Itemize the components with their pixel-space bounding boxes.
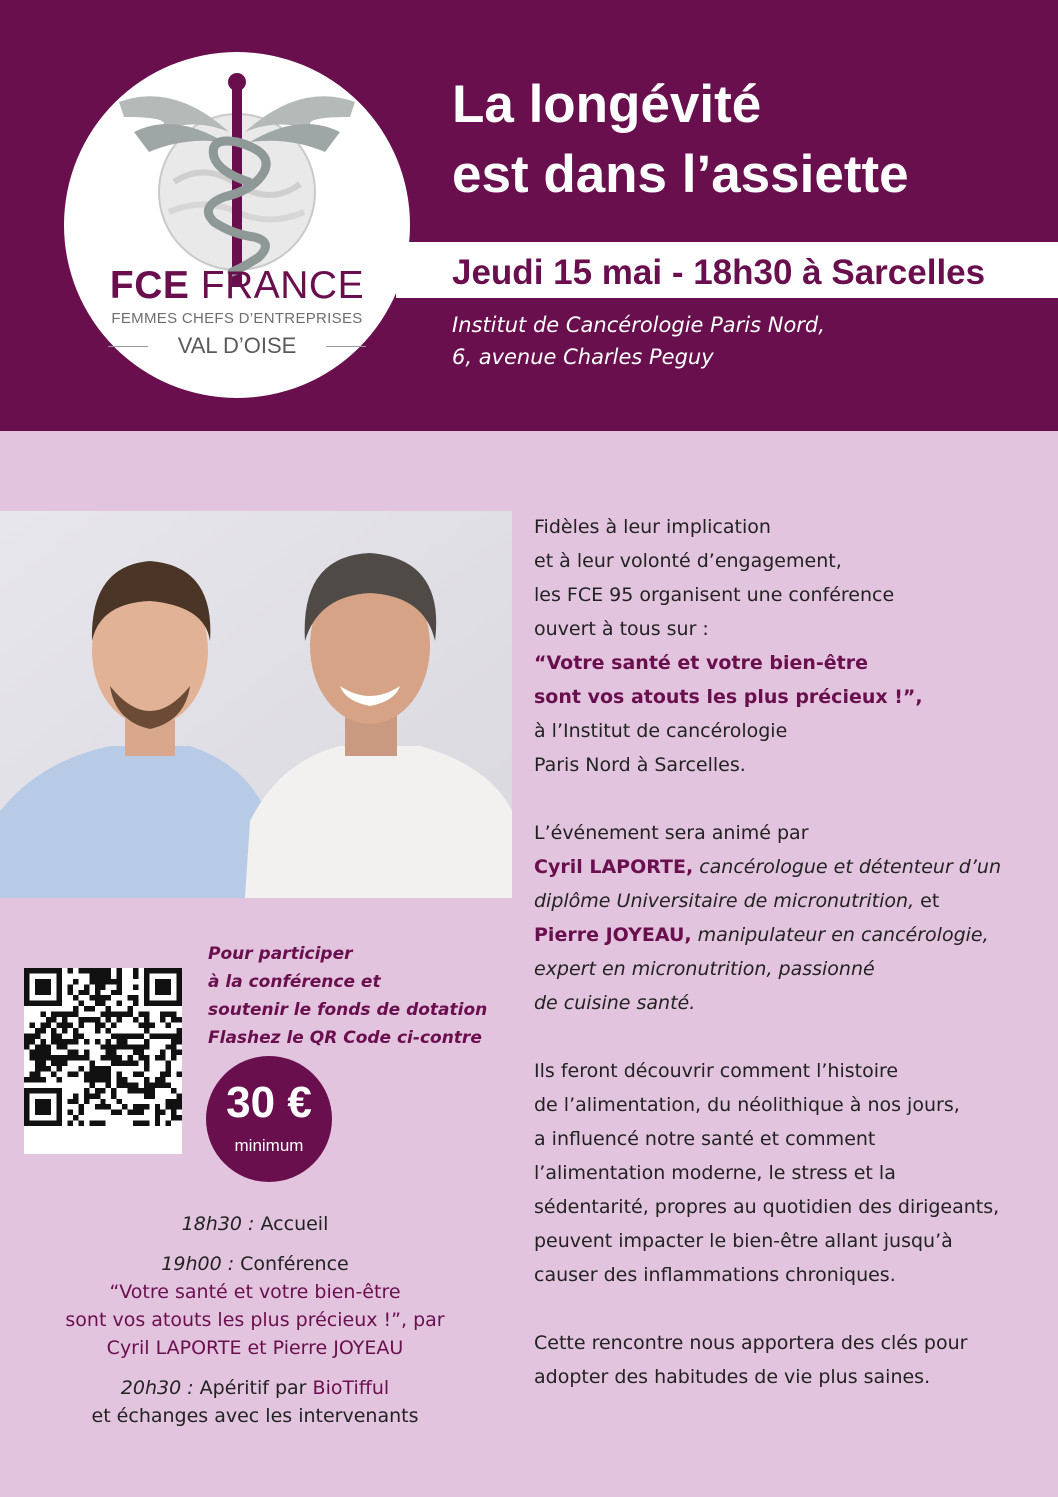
program-item-aperitif: 20h30 : Apéritif par BioTifful et échanges avec les intervenants [91,1377,419,1427]
caduceus-logo-icon [114,72,360,292]
participation-cta: Pour participer à la conférence et soutenir le fonds de dotation Flashez le QR Code ci-contre [208,944,488,1048]
event-venue: Institut de Cancérologie Paris Nord, 6, avenue Charles Peguy [452,313,825,369]
intro-paragraph-2: L’événement sera animé par Cyril LAPORTE, cancérologue et détenteur d’un diplôme Universitaire de micronutrition, et Pierre JOYEAU, manipulateur en cancérologie, expert en micronutrition, passionné de cuisine santé. [534,822,1001,1014]
intro-paragraph-4: Cette rencontre nous apportera des clés pour adopter des habitudes de vie plus saines. [534,1332,968,1388]
page-title: La longévité est dans l’assiette [452,75,909,204]
speakers-photo-icon [0,511,512,898]
intro-text [534,510,1044,1428]
price-amount: 30 € [226,1078,312,1127]
qr-code[interactable] [24,968,182,1154]
event-date: Jeudi 15 mai - 18h30 à Sarcelles [452,253,986,292]
intro-paragraph-1: Fidèles à leur implication et à leur volonté d’engagement, les FCE 95 organisent une conférence ouvert à tous sur : “Votre santé et votre bien-être sont vos atouts les plus précieux !”, à l’Institut de cancérologie Paris Nord à Sarcelles. [534,516,923,776]
program-item-welcome: 18h30 : Accueil [181,1213,329,1235]
speaker-1-name: Cyril LAPORTE, [534,856,694,878]
logo-brand: FCE FRANCE [109,264,365,307]
program-item-conference: 19h00 : Conférence “Votre santé et votre bien-être sont vos atouts les plus précieux !”, par Cyril LAPORTE et Pierre JOYEAU [65,1253,445,1359]
speaker-2-name: Pierre JOYEAU, [534,924,692,946]
intro-paragraph-3: Ils feront découvrir comment l’histoire de l’alimentation, du néolithique à nos jours, a influencé notre santé et comment l’alimentation moderne, le stress et la sédentarité, propres au quotidien des dirigeants, peuvent impacter le bien-être allant jusqu’à causer des inflammations chroniques. [534,1060,1000,1286]
logo-divider-right [326,346,366,347]
event-program [40,1210,470,1442]
qr-code-icon[interactable] [24,968,182,1126]
fce-logo [64,52,410,398]
speakers-photo [0,511,512,898]
logo-region: VAL D’OISE [177,333,297,358]
logo-subtitle: FEMMES CHEFS D’ENTREPRISES [111,310,363,327]
price-label: minimum [234,1136,304,1155]
price-badge [206,1056,332,1182]
